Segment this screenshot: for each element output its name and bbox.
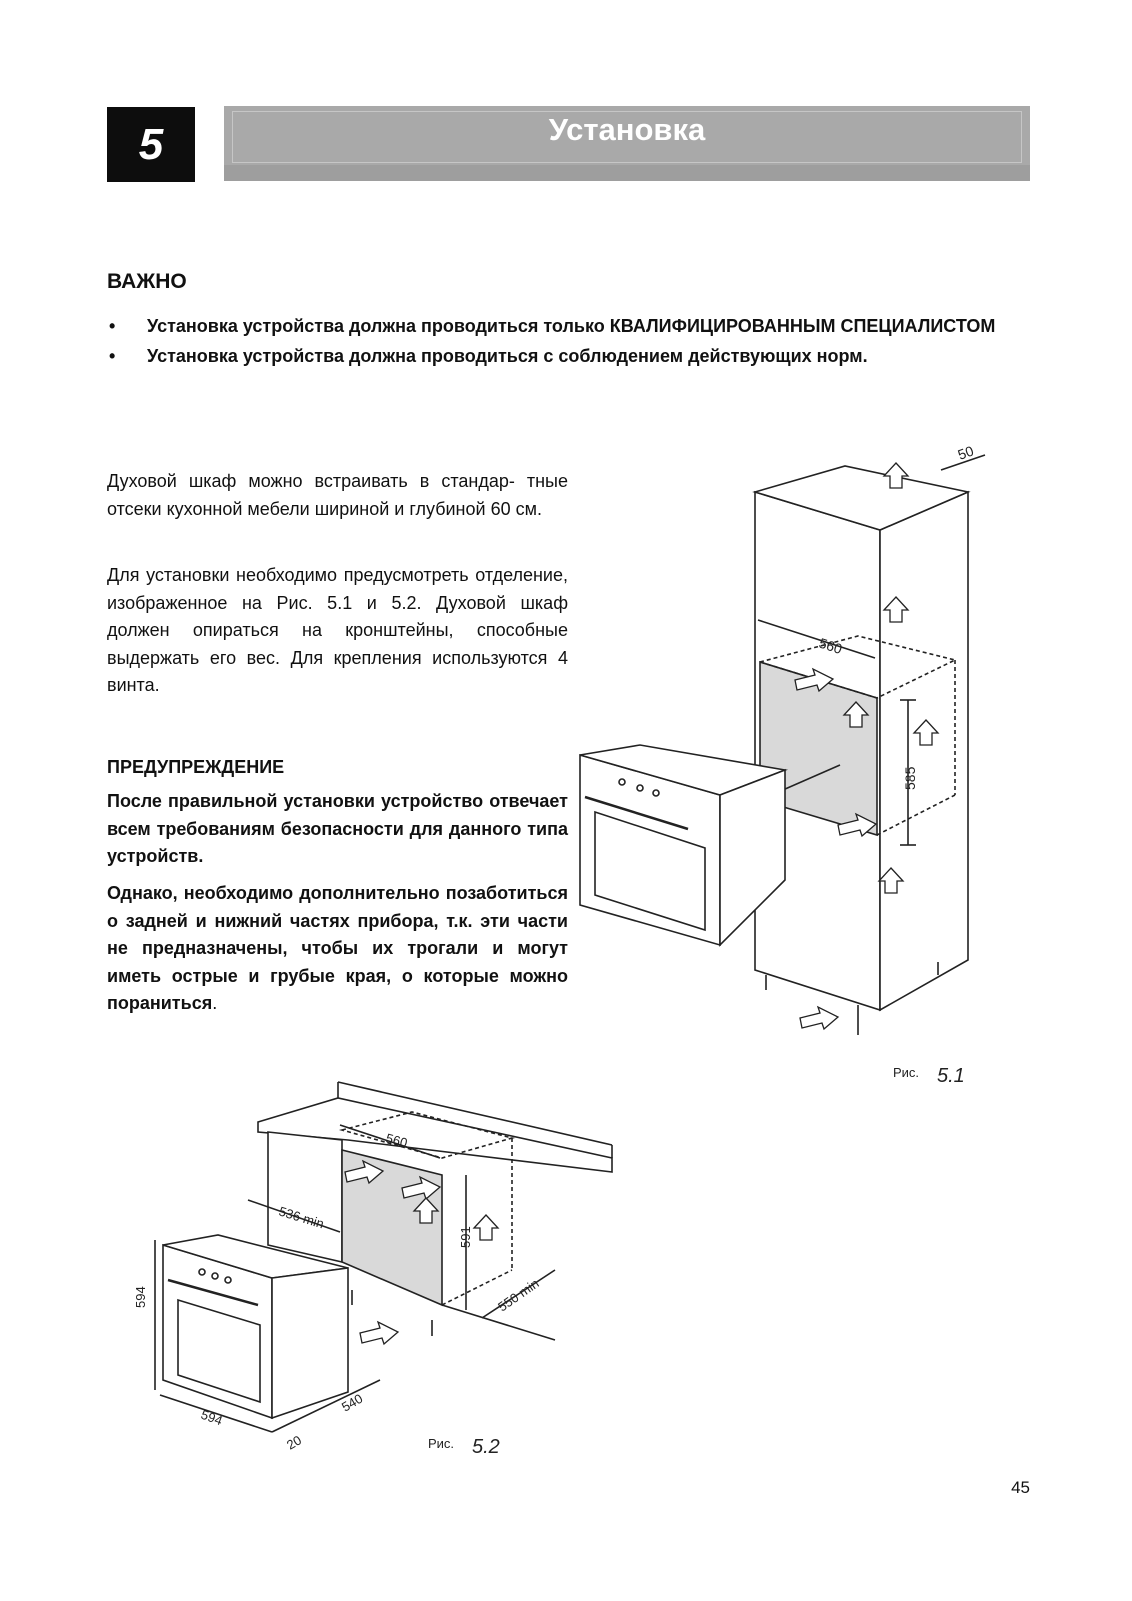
figure-5-1-column-cabinet [575, 440, 1015, 1100]
important-heading: ВАЖНО [107, 270, 187, 293]
warning-paragraph-period: . [212, 993, 218, 1013]
body-paragraph: Для установки необходимо предусмотреть отделение, изображенное на Рис. 5.1 и 5.2. Духовой шкаф должен опираться на кронштейны, способные выдержать его вес. Для крепления используются 4 винта. [107, 565, 568, 695]
figure-caption-number: 5.2 [472, 1436, 500, 1458]
important-bullet: • Установка устройства должна проводиться только КВАЛИФИЦИРОВАННЫМ СПЕЦИАЛИСТОМ [107, 312, 1027, 340]
dimension-label-top: 50 [955, 442, 976, 463]
dimension-label-depth-min: 536 min [277, 1203, 326, 1232]
dimension-label-width: 560 [384, 1130, 410, 1151]
important-bullet: • Установка устройства должна проводиться с соблюдением действующих норм. [107, 342, 1027, 370]
chapter-number: 5 [138, 119, 164, 169]
figure-caption-prefix: Рис. [893, 1065, 920, 1080]
dimension-label-front: 20 [284, 1432, 305, 1453]
warning-paragraph [107, 880, 568, 1018]
dimension-label-height: 591 [458, 1226, 473, 1248]
chapter-title: Установка [548, 112, 706, 147]
warning-heading: ПРЕДУПРЕЖДЕНИЕ [107, 757, 285, 777]
warning-paragraph-text: Однако, необходимо дополнительно позаботиться о задней и нижний частях прибора, т.к. эти части не предназначены, чтобы их трогали и могут иметь острые и грубые края, о которые можно пораниться [107, 883, 568, 1013]
chapter-number-box [107, 107, 195, 182]
dimension-label-height: 585 [902, 766, 918, 790]
dimension-label-oven-height: 594 [133, 1286, 148, 1308]
dimension-label-width: 560 [817, 634, 845, 658]
figure-caption-number: 5.1 [937, 1065, 965, 1087]
page-number: 45 [1011, 1478, 1030, 1497]
body-paragraph: Духовой шкаф можно встраивать в стандар- тные отсеки кухонной мебели шириной и глубиной 60 см. [107, 471, 568, 519]
figure-5-2-under-counter [125, 1075, 625, 1475]
warning-paragraph: После правильной установки устройство отвечает всем требованиям безопасности для данного типа устройств. [107, 791, 568, 866]
chapter-title-bar [224, 106, 1030, 181]
dimension-label-oven-width: 594 [198, 1406, 225, 1429]
important-list [107, 312, 1027, 372]
figure-caption-prefix: Рис. [428, 1436, 455, 1451]
dimension-label-oven-depth: 540 [339, 1390, 366, 1415]
dimension-label-cabinet-depth: 550 min [495, 1275, 542, 1315]
